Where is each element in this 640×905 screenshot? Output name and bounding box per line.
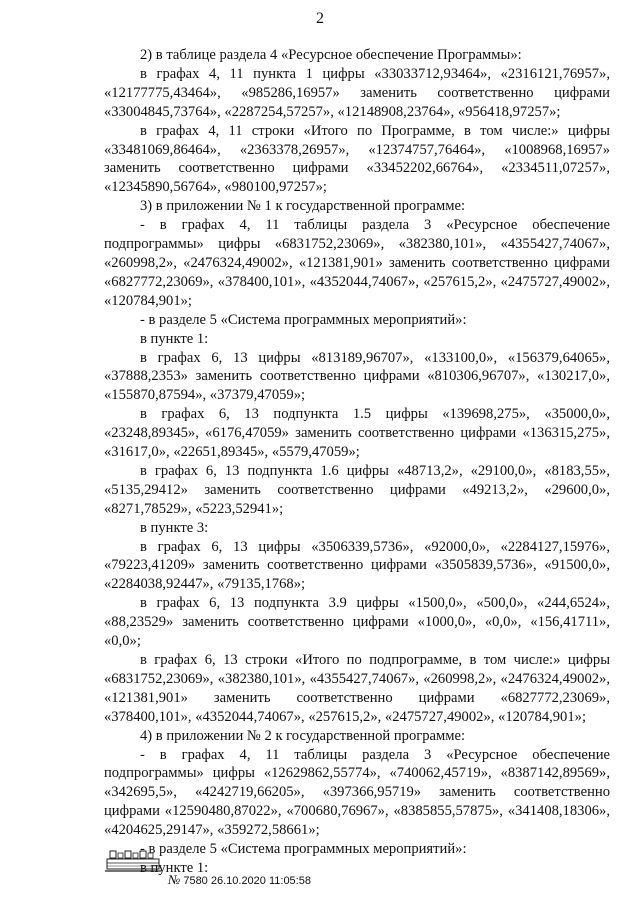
paragraph: в графах 6, 13 подпункта 3.9 цифры «1500,0», «500,0», «244,6524», «88,23529» заменить соответственно цифрами «1000,0», «0,0», «156,41711», «0,0»;	[104, 595, 610, 650]
paragraph: в графах 6, 13 подпункта 1.5 цифры «139698,275», «35000,0», «23248,89345», «6176,47059» заменить соответственно цифрами «136315,275», «31617,0», «22651,89345», «5579,47059»;	[104, 406, 610, 461]
registration-number-datetime: 7580 26.10.2020 11:05:58	[183, 875, 311, 887]
paragraph: в пункте 3:	[140, 519, 209, 536]
paragraph: - в графах 4, 11 таблицы раздела 3 «Ресурсное обеспечение подпрограммы» цифры «12629862,55774», «740062,45719», «8387142,89569», «342695,5», «4242719,66205», «397366,95719» заменить соответственно цифрами «12590480,87022», «700680,76967», «8385855,57875», «341408,18306», «4204625,29147», «359272,58661»;	[104, 746, 610, 839]
paragraph: в графах 6, 13 цифры «3506339,5736», «92000,0», «2284127,15976», «79223,41209» заменить соответственно цифрами «3505839,5736», «91500,0», «2284038,92447», «79135,1768»;	[104, 538, 610, 593]
paragraph: в графах 6, 13 подпункта 1.6 цифры «48713,2», «29100,0», «8183,55», «5135,29412» заменить соответственно цифрами «49213,2», «29600,0», «8271,78529», «5223,52941»;	[104, 462, 610, 517]
paragraph: в графах 4, 11 строки «Итого по Программе, в том числе:» цифры «33481069,86464», «2363378,26957», «12374757,76464», «1008968,16957» заменить соответственно цифрами «33452202,66764», «2334511,07257», «12345890,56764», «980100,97257»;	[104, 122, 610, 196]
document-body	[104, 46, 610, 878]
paragraph: в графах 6, 13 цифры «813189,96707», «133100,0», «156379,64065», «37888,2353» заменить соответственно цифрами «810306,96707», «130217,0», «155870,87594», «37379,47059»;	[104, 349, 610, 404]
paragraph: в графах 4, 11 пункта 1 цифры «33033712,93464», «2316121,76957», «12177775,43464», «985286,16957» заменить соответственно цифрами «33004845,73764», «2287254,57257», «12148908,23764», «956418,97257»;	[104, 65, 610, 120]
paragraph: в графах 6, 13 строки «Итого по подпрограмме, в том числе:» цифры «6831752,23069», «382380,101», «4355427,74067», «260998,2», «2476324,49002», «121381,901» заменить соответственно цифрами «6827772,23069», «378400,101», «4352044,74067», «257615,2», «2475727,49002», «120784,901»;	[104, 652, 610, 725]
paragraph: - в разделе 5 «Система программных мероприятий»:	[140, 311, 467, 328]
paragraph-section-4: 4) в приложении № 2 к государственной программе:	[140, 727, 466, 744]
registration-info	[168, 872, 311, 888]
paragraph: - в разделе 5 «Система программных мероприятий»:	[140, 841, 467, 858]
paragraph: в пункте 1:	[140, 330, 209, 347]
paragraph-section-3: 3) в приложении № 1 к государственной программе:	[140, 198, 466, 215]
paragraph: в пункте 1:	[140, 859, 209, 876]
registration-stamp-icon	[104, 848, 162, 872]
paragraph-section-2: 2) в таблице раздела 4 «Ресурсное обеспечение Программы»:	[140, 47, 522, 63]
paragraph: - в графах 4, 11 таблицы раздела 3 «Ресурсное обеспечение подпрограммы» цифры «6831752,23069», «382380,101», «4355427,74067», «260998,2», «2476324,49002», «121381,901» заменить соответственно цифрами «6827772,23069», «378400,101», «4352044,74067», «257615,2», «2475727,49002», «120784,901»;	[104, 217, 610, 309]
page-number: 2	[316, 10, 324, 27]
registration-number-sign: №	[168, 872, 181, 887]
